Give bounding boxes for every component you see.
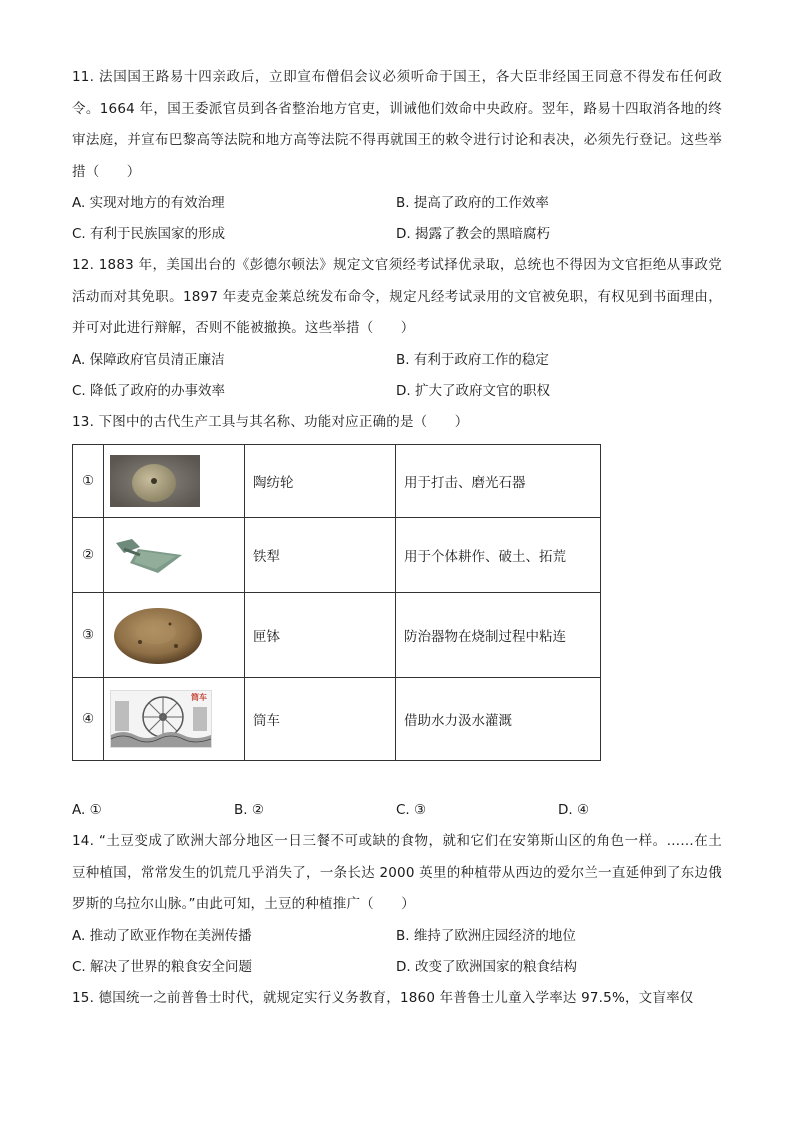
q13-option-c[interactable]: C. ③ [396, 802, 427, 818]
q15-stem: 15. 德国统一之前普鲁士时代，就规定实行义务教育，1860 年普鲁士儿童入学率达 97.5%，文盲率仅 [72, 989, 694, 1006]
q13-option-a[interactable]: A. ① [72, 802, 102, 818]
row-number: ③ [73, 593, 104, 678]
q11-stem: 11. 法国国王路易十四亲政后，立即宣布僧侣会议必须听命于国王，各大臣非经国王同意不得发布任何政令。1664 年，国王委派官员到各省整治地方官吏，训诫他们效命中央政府。翌年，路易十四取消各地的终审法庭，并宣布巴黎高等法院和地方高等法院不得再就国王的敕令进行讨论和表决，必须先行登记。这些举措（ ） [72, 69, 722, 180]
row-number: ② [73, 518, 104, 593]
saggar-image [104, 593, 245, 678]
q13-stem: 13. 下图中的古代生产工具与其名称、功能对应正确的是（ ） [72, 413, 469, 430]
table-row [73, 593, 601, 678]
q14-option-d[interactable]: D. 改变了欧洲国家的粮食结构 [396, 958, 577, 975]
q14-stem: 14. “土豆变成了欧洲大部分地区一日三餐不可或缺的食物，就和它们在安第斯山区的角色一样。……在土豆种植国，常常发生的饥荒几乎消失了，一条长达 2000 英里的种植带从西边的爱尔兰一直延伸到了东边俄罗斯的乌拉尔山脉。”由此可知，土豆的种植推广（ ） [72, 833, 722, 912]
q14-option-b[interactable]: B. 维持了欧洲庄园经济的地位 [396, 927, 576, 944]
q12-option-b[interactable]: B. 有利于政府工作的稳定 [396, 351, 549, 368]
q12-option-a[interactable]: A. 保障政府官员清正廉洁 [72, 351, 225, 368]
tool-name: 筒车 [245, 678, 396, 761]
q12-option-c[interactable]: C. 降低了政府的办事效率 [72, 382, 226, 399]
row-number: ① [73, 445, 104, 518]
q11-option-d[interactable]: D. 揭露了教会的黑暗腐朽 [396, 226, 550, 242]
q11-options [72, 188, 722, 250]
q12-option-d[interactable]: D. 扩大了政府文官的职权 [396, 382, 550, 399]
q12-options [72, 345, 722, 407]
tool-function: 防治器物在烧制过程中粘连 [396, 593, 601, 678]
tools-table [72, 444, 601, 761]
waterwheel-image [104, 678, 245, 761]
q14-options [72, 921, 722, 983]
iron-plough-image [104, 518, 245, 593]
q12-stem: 12. 1883 年，美国出台的《彭德尔顿法》规定文官须经考试择优录取，总统也不得因为文官拒绝从事政党活动而对其免职。1897 年麦克金莱总统发布命令，规定凡经考试录用的文官被免职，有权见到书面理由，并可对此进行辩解，否则不能被撤换。这些举措（ ） [72, 257, 722, 336]
q11-option-c[interactable]: C. 有利于民族国家的形成 [72, 226, 226, 242]
spindle-whorl-image [104, 445, 245, 518]
tool-name: 陶纺轮 [245, 445, 396, 518]
tool-function: 借助水力汲水灌溉 [396, 678, 601, 761]
q14-option-c[interactable]: C. 解决了世界的粮食安全问题 [72, 958, 253, 975]
tool-name: 匣钵 [245, 593, 396, 678]
q13-options [72, 795, 722, 826]
tool-name: 铁犁 [245, 518, 396, 593]
exam-page [72, 62, 722, 1014]
q14-option-a[interactable]: A. 推动了欧亚作物在美洲传播 [72, 927, 252, 944]
q13-option-b[interactable]: B. ② [234, 802, 264, 818]
q13-option-d[interactable]: D. ④ [558, 802, 590, 818]
waterwheel-caption: 筒车 [191, 693, 207, 702]
tool-function: 用于个体耕作、破土、拓荒 [396, 518, 601, 593]
q11-option-a[interactable]: A. 实现对地方的有效治理 [72, 195, 225, 211]
table-row [73, 678, 601, 761]
q11-option-b[interactable]: B. 提高了政府的工作效率 [396, 195, 549, 211]
table-row [73, 518, 601, 593]
row-number: ④ [73, 678, 104, 761]
table-row [73, 445, 601, 518]
tool-function: 用于打击、磨光石器 [396, 445, 601, 518]
